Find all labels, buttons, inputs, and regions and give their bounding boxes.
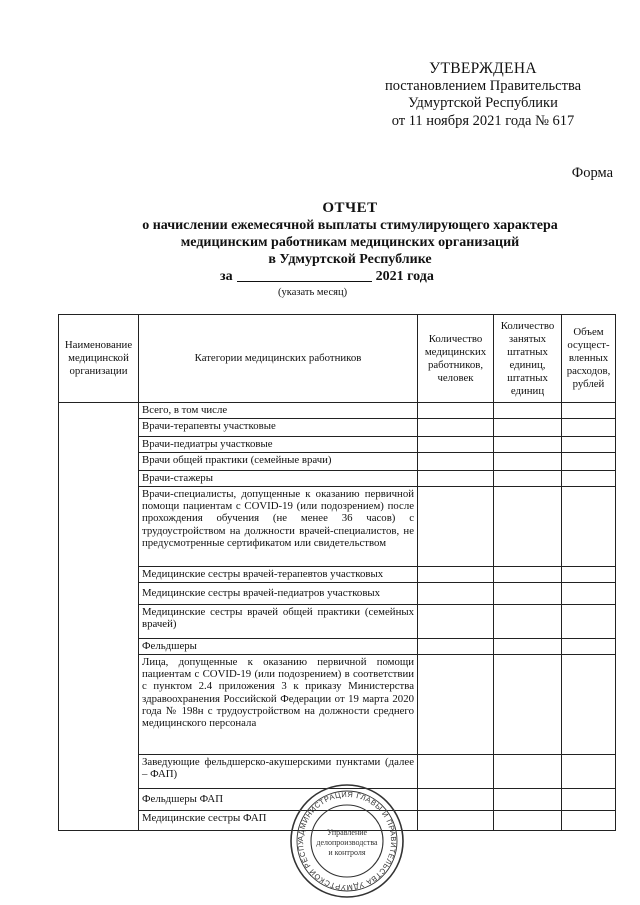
expenses-cell[interactable] — [562, 453, 616, 471]
category-cell: Фельдшеры — [139, 639, 418, 655]
header-positions: Количество занятых штатных единиц, штатных единиц — [494, 315, 562, 403]
report-title-block — [80, 200, 620, 268]
table-row — [59, 605, 616, 639]
category-cell: Врачи общей практики (семейные врачи) — [139, 453, 418, 471]
expenses-cell[interactable] — [562, 755, 616, 789]
approval-line-2: Удмуртской Республики — [408, 95, 558, 111]
expenses-cell[interactable] — [562, 567, 616, 583]
table-row — [59, 437, 616, 453]
report-title-line-2: медицинским работникам медицинских организаций — [180, 235, 520, 250]
table-header-row — [59, 315, 616, 403]
positions-cell[interactable] — [494, 403, 562, 419]
category-cell: Лица, допущенные к оказанию первичной помощи пациентам с COVID-19 (или подозрением) в соответствии с пунктом 2.4 приложения 3 к приказу Министерства здравоохранения Российской Федерации от 19 марта 2020 года № 198н с трудоустройством на должности среднего медицинского персонала — [139, 655, 418, 755]
count-cell[interactable] — [418, 583, 494, 605]
positions-cell[interactable] — [494, 487, 562, 567]
approval-line-3: от 11 ноября 2021 года № 617 — [391, 112, 575, 129]
approval-block — [368, 60, 598, 130]
expenses-cell[interactable] — [562, 419, 616, 437]
table-row — [59, 639, 616, 655]
expenses-cell[interactable] — [562, 789, 616, 811]
table-row — [59, 487, 616, 567]
table-row — [59, 583, 616, 605]
positions-cell[interactable] — [494, 453, 562, 471]
category-cell: Врачи-терапевты участковые — [139, 419, 418, 437]
positions-cell[interactable] — [494, 755, 562, 789]
report-period — [220, 268, 434, 285]
category-cell: Врачи-специалисты, допущенные к оказанию первичной помощи пациентам с COVID-19 (или подозрением) после прохождения обучения (не менее 36 часов) с трудоустройством на должности врачей-специалистов, не предусмотренные сертификатом или свидетельством — [139, 487, 418, 567]
period-suffix: 2021 года — [375, 269, 434, 284]
positions-cell[interactable] — [494, 471, 562, 487]
table-row — [59, 471, 616, 487]
positions-cell[interactable] — [494, 811, 562, 831]
count-cell[interactable] — [418, 639, 494, 655]
expenses-cell[interactable] — [562, 403, 616, 419]
expenses-cell[interactable] — [562, 605, 616, 639]
category-cell: Заведующие фельдшерско-акушерскими пунктами (далее – ФАП) — [139, 755, 418, 789]
positions-cell[interactable] — [494, 419, 562, 437]
count-cell[interactable] — [418, 419, 494, 437]
count-cell[interactable] — [418, 655, 494, 755]
count-cell[interactable] — [418, 789, 494, 811]
period-prefix: за — [220, 269, 233, 284]
positions-cell[interactable] — [494, 605, 562, 639]
positions-cell[interactable] — [494, 639, 562, 655]
category-cell: Медицинские сестры врачей-педиатров участковых — [139, 583, 418, 605]
header-expenses: Объем осущест-вленных расходов, рублей — [562, 315, 616, 403]
table-row — [59, 419, 616, 437]
count-cell[interactable] — [418, 605, 494, 639]
category-cell: Фельдшеры ФАП — [139, 789, 418, 811]
category-cell: Всего, в том числе — [139, 403, 418, 419]
report-title: ОТЧЕТ — [322, 200, 378, 216]
report-title-line-1: о начислении ежемесячной выплаты стимулирующего характера — [142, 218, 558, 233]
count-cell[interactable] — [418, 567, 494, 583]
table-row — [59, 403, 616, 419]
expenses-cell[interactable] — [562, 487, 616, 567]
period-blank-line[interactable] — [237, 268, 372, 282]
report-title-line-3: в Удмуртской Республике — [268, 252, 432, 267]
category-cell: Врачи-стажеры — [139, 471, 418, 487]
count-cell[interactable] — [418, 487, 494, 567]
stamp-ring-text: АДМИНИСТРАЦИЯ ГЛАВЫ И ПРАВИТЕЛЬСТВА УДМУРТСКОЙ РЕСПУ — [295, 789, 399, 893]
category-cell: Медицинские сестры ФАП — [139, 811, 418, 831]
category-cell: Медицинские сестры врачей-терапевтов участковых — [139, 567, 418, 583]
positions-cell[interactable] — [494, 655, 562, 755]
count-cell[interactable] — [418, 453, 494, 471]
positions-cell[interactable] — [494, 583, 562, 605]
table-row — [59, 567, 616, 583]
category-cell: Медицинские сестры врачей общей практики (семейных врачей) — [139, 605, 418, 639]
count-cell[interactable] — [418, 755, 494, 789]
org-name-cell[interactable] — [59, 403, 139, 831]
count-cell[interactable] — [418, 403, 494, 419]
expenses-cell[interactable] — [562, 655, 616, 755]
official-stamp — [288, 782, 406, 900]
expenses-cell[interactable] — [562, 811, 616, 831]
count-cell[interactable] — [418, 437, 494, 453]
header-org: Наименование медицинской организации — [59, 315, 139, 403]
expenses-cell[interactable] — [562, 639, 616, 655]
table-row — [59, 453, 616, 471]
table-row — [59, 655, 616, 755]
expenses-cell[interactable] — [562, 471, 616, 487]
approval-title: УТВЕРЖДЕНА — [429, 60, 537, 77]
count-cell[interactable] — [418, 811, 494, 831]
period-note: (указать месяц) — [278, 287, 348, 298]
category-cell: Врачи-педиатры участковые — [139, 437, 418, 453]
count-cell[interactable] — [418, 471, 494, 487]
report-table — [58, 314, 616, 831]
header-count: Количество медицинских работников, человек — [418, 315, 494, 403]
stamp-center-line-1: Управление — [326, 828, 368, 837]
header-category: Категории медицинских работников — [139, 315, 418, 403]
positions-cell[interactable] — [494, 437, 562, 453]
positions-cell[interactable] — [494, 567, 562, 583]
approval-line-1: постановлением Правительства — [384, 77, 582, 94]
stamp-center-line-2: делопроизводства — [316, 838, 378, 847]
stamp-seal — [288, 782, 406, 900]
positions-cell[interactable] — [494, 789, 562, 811]
form-label: Форма — [571, 165, 613, 181]
expenses-cell[interactable] — [562, 583, 616, 605]
stamp-center-line-3: и контроля — [328, 848, 366, 857]
expenses-cell[interactable] — [562, 437, 616, 453]
